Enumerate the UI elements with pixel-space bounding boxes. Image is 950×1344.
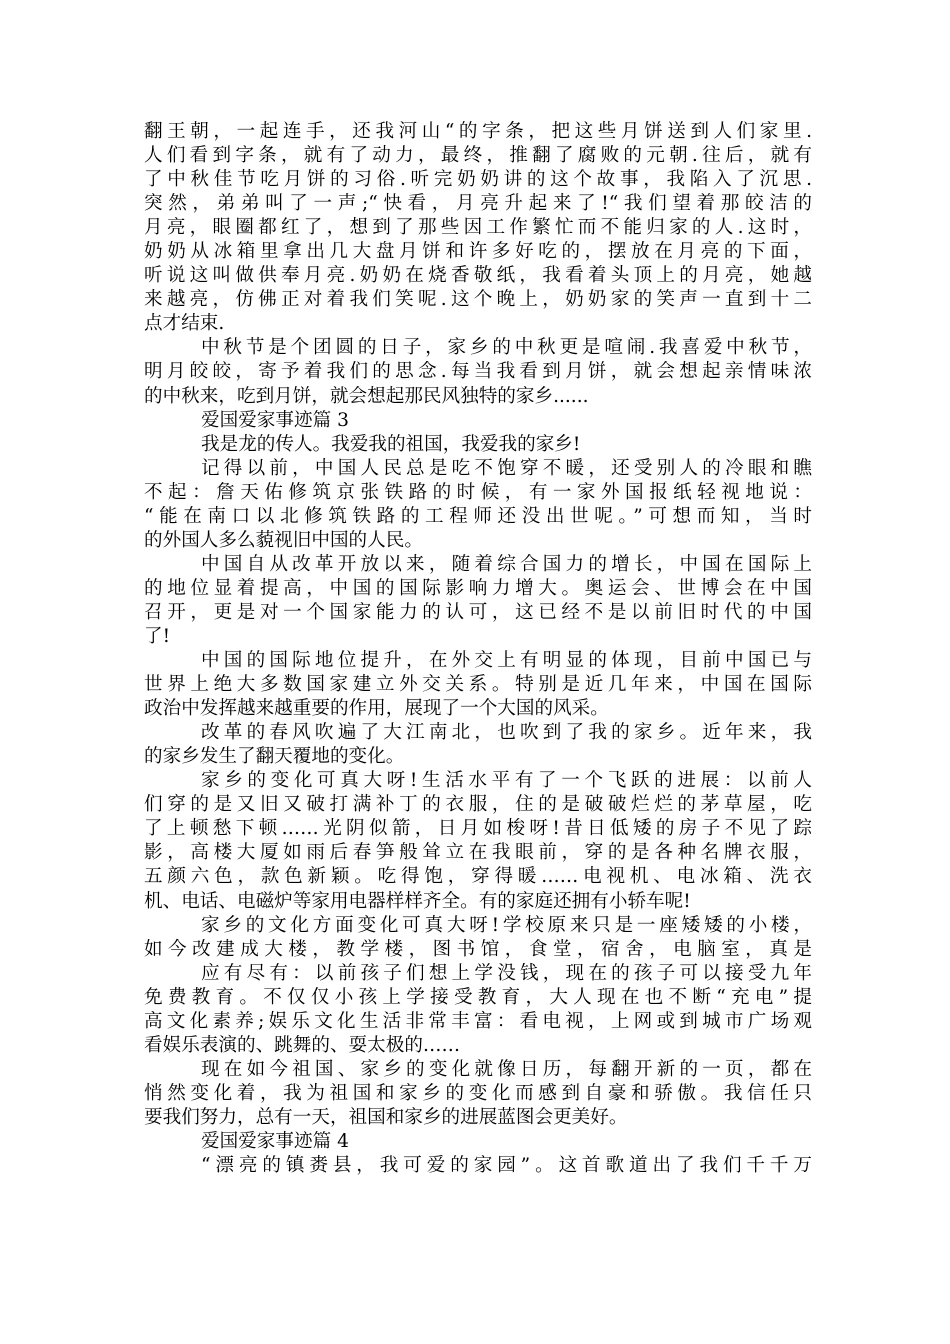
text-line: 世界上绝大多数国家建立外交关系。特别是近几年来，中国在国际 (144, 674, 812, 696)
text-line: 召开，更是对一个国家能力的认可，这已经不是以前旧时代的中国 (144, 601, 812, 623)
section-heading: 爱国爱家事迹篇 3 (201, 409, 349, 431)
text-line: 明月皎皎，寄予着我们的思念.每当我看到月饼，就会想起亲情味浓 (144, 361, 812, 383)
text-line: 的中秋来，吃到月饼，就会想起那民风独特的家乡...... (144, 385, 589, 407)
paragraph-first-line: 现在如今祖国、家乡的变化就像日历，每翻开新的一页，都在 (201, 1058, 812, 1080)
text-line: 月亮，眼圈都红了，想到了那些因工作繁忙而不能归家的人.这时， (144, 217, 812, 239)
text-line: 免费教育。不仅仅小孩上学接受教育，大人现在也不断“充电”提 (144, 986, 812, 1008)
paragraph-first-line: 家乡的文化方面变化可真大呀!学校原来只是一座矮矮的小楼， (201, 914, 812, 936)
paragraph-first-line: “漂亮的镇赉县，我可爱的家园”。这首歌道出了我们千千万 (201, 1155, 812, 1177)
text-line: 人们看到字条，就有了动力，最终，推翻了腐败的元朝.往后，就有 (144, 145, 812, 167)
text-line: 如今改建成大楼，教学楼，图书馆，食堂，宿舍，电脑室，真是 (144, 938, 812, 960)
text-line: 的地位显着提高，中国的国际影响力增大。奥运会、世博会在中国 (144, 577, 812, 599)
paragraph-first-line: 中秋节是个团圆的日子，家乡的中秋更是喧闹.我喜爱中秋节， (201, 337, 812, 359)
text-line: 了上顿愁下顿……光阴似箭，日月如梭呀!昔日低矮的房子不见了踪 (144, 818, 812, 840)
text-line: 悄然变化着，我为祖国和家乡的变化而感到自豪和骄傲。我信任只 (144, 1082, 812, 1104)
text-line: 的家乡发生了翻天覆地的变化。 (144, 746, 405, 768)
text-line: 了中秋佳节吃月饼的习俗.听完奶奶讲的这个故事，我陷入了沉思. (144, 169, 812, 191)
text-line: 突然，弟弟叫了一声;“快看，月亮升起来了!“我们望着那皎洁的 (144, 193, 812, 215)
text-line: 点才结束. (144, 313, 225, 335)
text-line: 高文化素养;娱乐文化生活非常丰富：看电视，上网或到城市广场观 (144, 1010, 812, 1032)
text-line: 来越亮，仿佛正对着我们笑呢.这个晚上，奶奶家的笑声一直到十二 (144, 289, 812, 311)
paragraph-first-line: 记得以前，中国人民总是吃不饱穿不暖，还受别人的冷眼和瞧 (201, 457, 812, 479)
paragraph-first-line: 应有尽有：以前孩子们想上学没钱，现在的孩子可以接受九年 (201, 962, 812, 984)
paragraph-first-line: 家乡的变化可真大呀!生活水平有了一个飞跃的进展：以前人 (201, 770, 812, 792)
paragraph-first-line: 我是龙的传人。我爱我的祖国，我爱我的家乡! (201, 433, 581, 455)
text-line: 政治中发挥越来越重要的作用，展现了一个大国的风采。 (144, 698, 609, 720)
text-line: 影，高楼大厦如雨后春笋般耸立在我眼前，穿的是各种名牌衣服， (144, 842, 812, 864)
paragraph-first-line: 改革的春风吹遍了大江南北，也吹到了我的家乡。近年来，我 (201, 722, 812, 744)
text-line: 翻王朝，一起连手，还我河山“的字条，把这些月饼送到人们家里. (144, 121, 812, 142)
text-line: 了! (144, 625, 171, 647)
text-line: 奶奶从冰箱里拿出几大盘月饼和许多好吃的，摆放在月亮的下面， (144, 241, 812, 263)
text-line: 要我们努力，总有一天，祖国和家乡的进展蓝图会更美好。 (144, 1106, 628, 1128)
text-line: 五颜六色，款色新颖。吃得饱，穿得暖……电视机、电冰箱、洗衣 (144, 866, 812, 888)
text-line: 听说这叫做供奉月亮.奶奶在烧香敬纸，我看着头顶上的月亮，她越 (144, 265, 812, 287)
paragraph-first-line: 中国的国际地位提升，在外交上有明显的体现，目前中国已与 (201, 650, 812, 672)
text-line: 不起：詹天佑修筑京张铁路的时候，有一家外国报纸轻视地说： (144, 481, 812, 503)
document-body (144, 120, 812, 1178)
text-line: “能在南口以北修筑铁路的工程师还没出世呢。”可想而知，当时 (144, 505, 812, 527)
section-heading: 爱国爱家事迹篇 4 (201, 1130, 349, 1152)
text-line: 的外国人多么藐视旧中国的人民。 (144, 529, 423, 551)
text-line: 看娱乐表演的、跳舞的、耍太极的…… (144, 1034, 461, 1056)
text-line: 机、电话、电磁炉等家用电器样样齐全。有的家庭还拥有小轿车呢! (144, 890, 691, 912)
paragraph-first-line: 中国自从改革开放以来，随着综合国力的增长，中国在国际上 (201, 553, 812, 575)
text-line: 们穿的是又旧又破打满补丁的衣服，住的是破破烂烂的茅草屋，吃 (144, 794, 812, 816)
